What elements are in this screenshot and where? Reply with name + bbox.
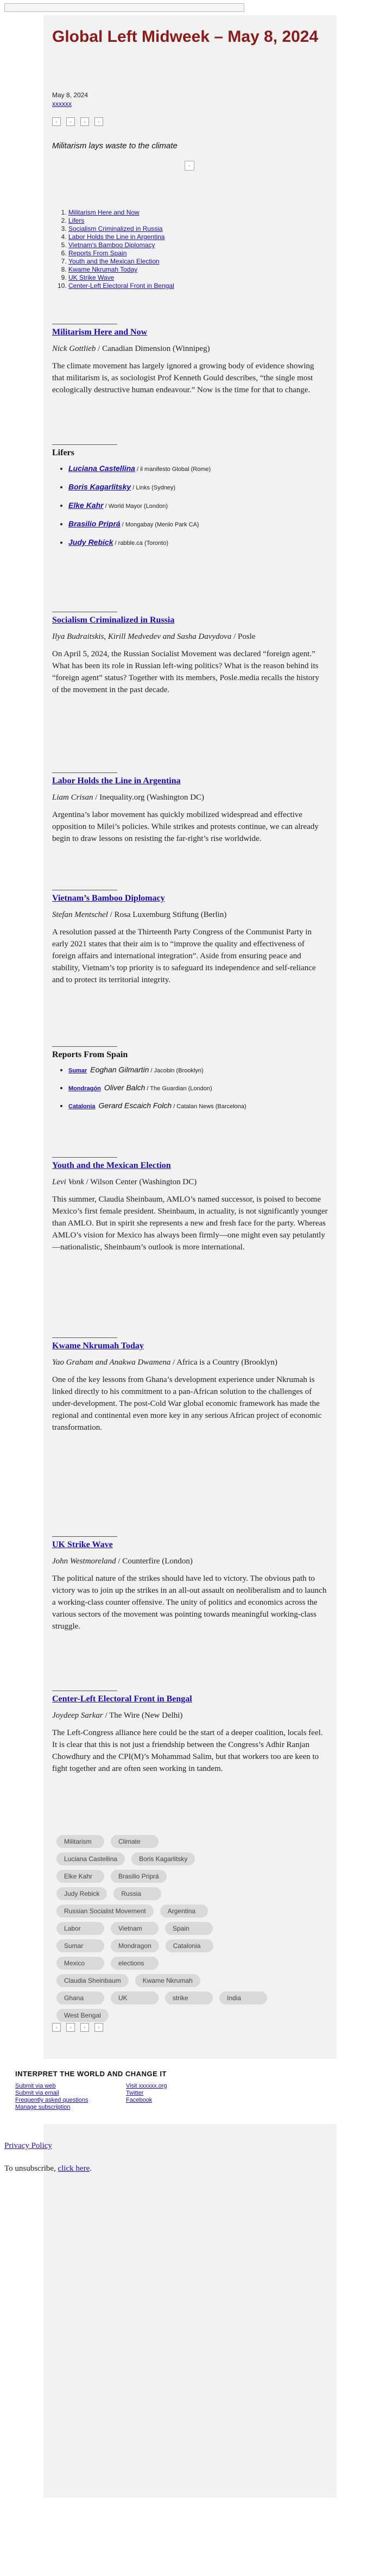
- tag-chip[interactable]: Labor: [56, 1922, 104, 1935]
- table-of-contents: [52, 209, 174, 290]
- section-heading: [52, 894, 328, 903]
- unsubscribe-suffix: .: [90, 2164, 92, 2173]
- toc-item: [68, 266, 174, 274]
- image-icon[interactable]: ▫: [94, 2023, 103, 2032]
- article-author: Liam Crisan: [52, 793, 93, 802]
- article-source: / Catalan News (Barcelona): [172, 1103, 246, 1110]
- toc-item: [68, 225, 174, 233]
- section-heading: [52, 1694, 328, 1704]
- list-item: [68, 500, 328, 511]
- byline: [52, 631, 328, 643]
- section-heading: [52, 1540, 328, 1550]
- section-mexico: [52, 1157, 328, 1253]
- toc-item: [68, 257, 174, 266]
- section-lifers: [52, 444, 328, 556]
- tag-chip[interactable]: UK: [111, 1991, 159, 2005]
- section-divider: [52, 1157, 117, 1158]
- article-author: Nick Gottlieb: [52, 344, 96, 353]
- toc-link[interactable]: Youth and the Mexican Election: [68, 257, 160, 265]
- lifers-list: [52, 463, 328, 548]
- article-source: / Inequality.org (Washington DC): [93, 793, 205, 802]
- byline: [52, 1356, 328, 1368]
- facebook-link[interactable]: Facebook: [126, 2097, 153, 2103]
- toc-link[interactable]: UK Strike Wave: [68, 274, 115, 281]
- tag-chip[interactable]: Elke Kahr: [56, 1870, 104, 1883]
- image-icon[interactable]: ▫: [80, 2023, 89, 2032]
- submit-email-link[interactable]: Submit via email: [15, 2090, 59, 2096]
- article-summary: One of the key lessons from Ghana’s development experience under Nkrumah is linked directly to his commitment to a pan-African solution to the challenges of under-development. The post-Cold War global economic framework has made the regional and continental even more key in any serious African project of economic transformation.: [52, 1375, 322, 1432]
- article-link[interactable]: Mondragón: [68, 1085, 101, 1092]
- spain-list: [52, 1065, 328, 1111]
- article-link[interactable]: Catalonia: [68, 1103, 96, 1110]
- section-heading: [52, 328, 328, 337]
- article-summary: A resolution passed at the Thirteenth Party Congress of the Communist Party in early 2021 states that their aim is to “improve the quality and effectiveness of foreign affairs and international integration”. Aside from ensuring peace and stability, Vietnam’s top priority is to safeguard its independence and self-reliance and to protect its territorial integrity.: [52, 928, 316, 984]
- toc-item: [68, 217, 174, 225]
- toc-item: [68, 233, 174, 241]
- tag-row: [56, 1939, 295, 1952]
- byline: [52, 909, 328, 921]
- toc-item: [68, 249, 174, 257]
- article-link[interactable]: Luciana Castellina: [68, 464, 135, 473]
- article-author: Yao Graham and Anakwa Dwamena: [52, 1358, 171, 1367]
- byline: [52, 791, 328, 803]
- manage-subscription-link[interactable]: Manage subscription: [15, 2104, 71, 2110]
- tag-row: [56, 1991, 295, 2005]
- article-source: / il manifesto Global (Rome): [135, 466, 211, 473]
- section-divider: [52, 1046, 117, 1047]
- list-item: [68, 537, 328, 548]
- article-source: / rabble.ca (Toronto): [113, 540, 168, 546]
- section-divider: [52, 772, 117, 773]
- tag-chip[interactable]: Mexico: [56, 1957, 104, 1970]
- article-link[interactable]: Boris Kagarlitsky: [68, 482, 131, 491]
- tag-chip[interactable]: Spain: [165, 1922, 213, 1935]
- tag-chip[interactable]: Ghana: [56, 1991, 104, 2005]
- bottom-share-icons: [52, 2023, 103, 2032]
- article-link[interactable]: Sumar: [68, 1067, 87, 1074]
- article-link[interactable]: Militarism Here and Now: [52, 328, 148, 337]
- article-link[interactable]: Kwame Nkrumah Today: [52, 1341, 144, 1350]
- article-author: Levi Vonk: [52, 1178, 84, 1186]
- tag-chip[interactable]: Militarism: [56, 1835, 104, 1848]
- section-divider: [52, 1536, 117, 1537]
- article-link[interactable]: Brasilio Priprá: [68, 519, 121, 528]
- section-heading: [52, 1161, 328, 1171]
- tag-chip[interactable]: Judy Rebick: [56, 1887, 107, 1900]
- toc-item: [68, 209, 174, 217]
- toc-item: [68, 274, 174, 282]
- submit-web-link[interactable]: Submit via web: [15, 2083, 56, 2089]
- list-item: [68, 1101, 328, 1111]
- article-source: / Links (Sydney): [131, 485, 176, 491]
- hero-image-icon: ▫: [185, 161, 194, 171]
- section-uk: [52, 1536, 328, 1632]
- tag-chip[interactable]: West Bengal: [56, 2009, 109, 2022]
- article-source: / Africa is a Country (Brooklyn): [170, 1358, 277, 1367]
- tag-row: [56, 1887, 295, 1900]
- toc-link[interactable]: Kwame Nkrumah Today: [68, 266, 138, 273]
- article-source: / The Wire (New Delhi): [103, 1711, 183, 1720]
- footer-links-right: [126, 2083, 167, 2104]
- header-banner-image: [4, 3, 244, 12]
- article-summary: Argentina’s labor movement has quickly mobilized widespread and effective opposition to Milei’s policies. While strikes and protests continue, we can already begin to draw lessons on resisting the far-right’s rise worldwide.: [52, 811, 319, 843]
- section-argentina: [52, 772, 328, 845]
- article-link[interactable]: Judy Rebick: [68, 538, 113, 546]
- tag-row: [56, 1852, 295, 1865]
- article-link[interactable]: UK Strike Wave: [52, 1540, 113, 1549]
- tagline: Militarism lays waste to the climate: [52, 141, 178, 150]
- tag-chip[interactable]: India: [219, 1991, 267, 2005]
- tag-row: [56, 1974, 295, 1987]
- tag-chip[interactable]: strike: [165, 1991, 213, 2005]
- tag-chip[interactable]: Boris Kagarlitsky: [131, 1852, 195, 1865]
- list-item: [68, 1083, 328, 1094]
- section-russia: [52, 612, 328, 696]
- article-source: / Mongabay (Menlo Park CA): [120, 522, 199, 528]
- section-heading: [52, 615, 328, 625]
- section-heading: [52, 1341, 328, 1351]
- toc-link[interactable]: Labor Holds the Line in Argentina: [68, 233, 165, 241]
- article-summary: This summer, Claudia Sheinbaum, AMLO’s named successor, is poised to become Mexico’s first female president. Sheinbaum, in actuality, is not significantly younger than AMLO. But in spirit she represents a new and fresh face for the party. Whereas AMLO’s vision for Mexico has always been firmly—one might even say petulantly—nationalistic, Sheinbaum’s outlook is more international.: [52, 1195, 328, 1252]
- social-share-icons: [52, 117, 103, 126]
- tag-chip[interactable]: Sumar: [56, 1939, 104, 1952]
- tag-chip[interactable]: Climate: [111, 1835, 159, 1848]
- tag-row: [56, 1922, 295, 1935]
- article-author: Ilya Budraitskis, Kirill Medvedev and Sasha Davydova: [52, 632, 232, 641]
- toc-link[interactable]: Socialism Criminalized in Russia: [68, 225, 163, 233]
- tag-chip[interactable]: Mondragon: [111, 1939, 159, 1952]
- image-icon[interactable]: ▫: [66, 2023, 75, 2032]
- section-spain: [52, 1046, 328, 1119]
- footer-links-left: [15, 2083, 88, 2111]
- section-heading: [52, 776, 328, 786]
- section-divider: [52, 1337, 117, 1338]
- article-author: John Westmoreland: [52, 1557, 116, 1566]
- article-source: / Rosa Luxemburg Stiftung (Berlin): [107, 910, 227, 919]
- article-link[interactable]: Vietnam’s Bamboo Diplomacy: [52, 894, 165, 903]
- list-item: [68, 1065, 328, 1076]
- image-icon[interactable]: ▫: [66, 117, 75, 126]
- section-bengal: [52, 1691, 328, 1775]
- footer: [0, 2059, 380, 2124]
- tag-row: [56, 1957, 295, 1970]
- tag-chip[interactable]: elections: [111, 1957, 159, 1970]
- tag-chip[interactable]: Russia: [113, 1887, 161, 1900]
- section-vietnam: [52, 890, 328, 986]
- list-item: [68, 519, 328, 530]
- image-icon[interactable]: ▫: [52, 117, 61, 126]
- section-divider: [52, 444, 117, 445]
- article-summary: On April 5, 2024, the Russian Socialist Movement was declared “foreign agent.” What has been its role in Russian left-wing politics? What is the reason behind its “foreign agent” status? Together with its members, Posle.media recalls the history of the movement in the past decade.: [52, 650, 319, 694]
- image-icon[interactable]: ▫: [94, 117, 103, 126]
- section-heading: Lifers: [52, 448, 74, 457]
- byline: [52, 1176, 328, 1188]
- article-source: / Posle: [231, 632, 256, 641]
- article-source: / World Mayor (London): [103, 503, 168, 510]
- byline: [52, 343, 328, 355]
- toc-link[interactable]: Reports From Spain: [68, 249, 127, 257]
- unsubscribe-prefix: To unsubscribe,: [4, 2164, 58, 2173]
- tag-chip[interactable]: Kwame Nkrumah: [135, 1974, 200, 1987]
- unsubscribe-line: [4, 2164, 92, 2173]
- toc-item: [68, 282, 174, 290]
- article-summary: The political nature of the strikes should have led to victory. The obvious path to victory was to join up the strikes in an all-out assault on neoliberalism and to launch a working-class counter offensive. The unity of politics and economics across the various sectors of the movement was pointing towards meaningful working-class struggle.: [52, 1574, 327, 1631]
- tag-chip[interactable]: Vietnam: [111, 1922, 159, 1935]
- image-icon[interactable]: ▫: [80, 117, 89, 126]
- list-item: [68, 463, 328, 474]
- footer-title: INTERPRET THE WORLD AND CHANGE IT: [15, 2070, 167, 2078]
- twitter-link[interactable]: Twitter: [126, 2090, 144, 2096]
- byline: [52, 1710, 328, 1721]
- tag-cloud: [56, 1835, 295, 2026]
- toc-link[interactable]: Vietnam's Bamboo Diplomacy: [68, 241, 155, 249]
- tag-row: [56, 1870, 295, 1883]
- visit-site-link[interactable]: Visit xxxxxx.org: [126, 2083, 167, 2089]
- tag-chip[interactable]: Claudia Sheinbaum: [56, 1974, 129, 1987]
- byline: [52, 1555, 328, 1567]
- tag-chip[interactable]: Catalonia: [166, 1939, 213, 1952]
- tag-row: [56, 1835, 295, 1848]
- article-author: Gerard Escaich Folch: [98, 1101, 172, 1110]
- section-militarism: [52, 324, 328, 396]
- article-source: / Canadian Dimension (Winnipeg): [96, 344, 210, 353]
- article-source: / Counterfire (London): [116, 1557, 193, 1566]
- tag-row: [56, 2009, 295, 2022]
- article-source: / Jacobin (Brooklyn): [149, 1067, 204, 1074]
- article-link[interactable]: Youth and the Mexican Election: [52, 1161, 171, 1170]
- unsubscribe-link[interactable]: click here: [58, 2164, 90, 2173]
- article-source: / The Guardian (London): [145, 1085, 212, 1092]
- article-author: Eoghan Gilmartin: [90, 1065, 149, 1074]
- top-bar: [0, 0, 380, 15]
- page-title: Global Left Midweek – May 8, 2024: [52, 28, 319, 46]
- article-summary: The Left-Congress alliance here could be the start of a deeper coalition, locals feel. It is clear that this is not just a friendship between the Congress’s Adhir Ranjan Chowdhury and the CPI(M)’s Mohammad Salim, but that workers too are keen to fight together and are often seen working in tandem.: [52, 1729, 323, 1773]
- toc-item: [68, 241, 174, 249]
- article-link[interactable]: Labor Holds the Line in Argentina: [52, 776, 181, 786]
- article-link[interactable]: Center-Left Electoral Front in Bengal: [52, 1694, 192, 1704]
- list-item: [68, 482, 328, 493]
- article-author: Stefan Mentschel: [52, 910, 108, 919]
- article-link[interactable]: Elke Kahr: [68, 501, 104, 510]
- newsletter-body: [43, 15, 337, 2498]
- article-author: Oliver Balch: [104, 1083, 145, 1092]
- image-icon[interactable]: ▫: [52, 2023, 61, 2032]
- tag-chip[interactable]: Argentina: [160, 1905, 208, 1918]
- section-nkrumah: [52, 1337, 328, 1434]
- toc-link[interactable]: Lifers: [68, 217, 85, 224]
- article-summary: The climate movement has largely ignored a growing body of evidence showing that militarism is, as sociologist Prof Kenneth Gould describes, “the single most ecologically destructive human endeavour.” Now is the time for that to change.: [52, 362, 314, 394]
- tag-chip[interactable]: Brasilio Priprá: [111, 1870, 167, 1883]
- issue-date: May 8, 2024: [52, 91, 88, 99]
- tag-chip[interactable]: Luciana Castellina: [56, 1852, 125, 1865]
- toc-link[interactable]: Center-Left Electoral Front in Bengal: [68, 282, 174, 290]
- section-heading: Reports From Spain: [52, 1050, 128, 1059]
- faq-link[interactable]: Frequently asked questions: [15, 2097, 88, 2103]
- toc-link[interactable]: Militarism Here and Now: [68, 209, 140, 216]
- article-link[interactable]: Socialism Criminalized in Russia: [52, 615, 175, 625]
- tag-chip[interactable]: Russian Socialist Movement: [56, 1905, 154, 1918]
- article-source: / Wilson Center (Washington DC): [84, 1178, 197, 1186]
- privacy-policy-link[interactable]: Privacy Policy: [4, 2141, 52, 2150]
- article-author: Joydeep Sarkar: [52, 1711, 103, 1720]
- tag-row: [56, 1905, 295, 1918]
- author-link[interactable]: xxxxxx: [52, 100, 72, 108]
